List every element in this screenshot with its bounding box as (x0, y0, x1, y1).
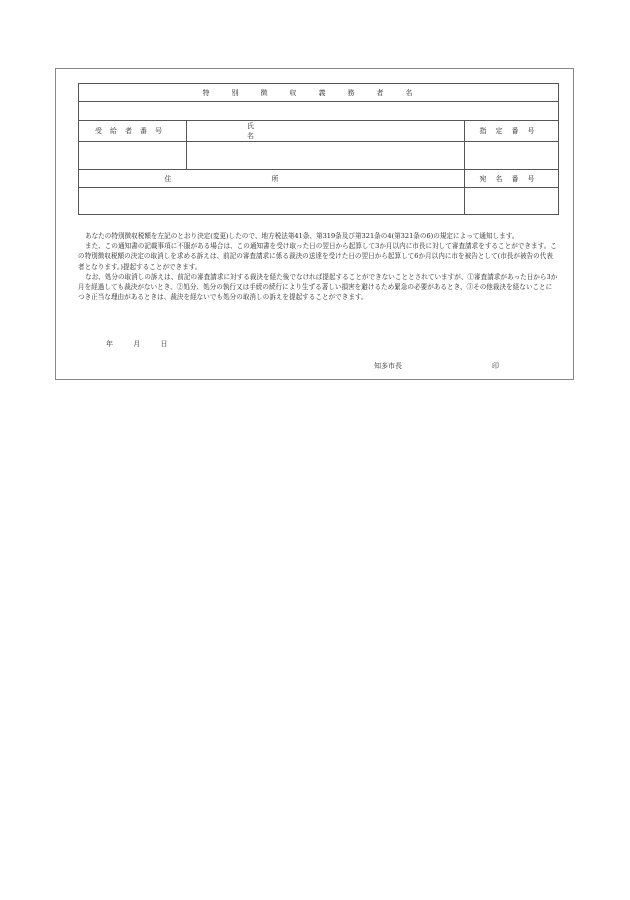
seal-mark: 印 (492, 362, 499, 370)
addressee-no-header: 宛名番号 (465, 170, 559, 188)
address-field (79, 188, 465, 215)
name-field (187, 142, 465, 170)
notice-body (78, 231, 558, 302)
name-header: 氏名 (187, 121, 465, 142)
address-header: 住所 (79, 170, 465, 188)
notice-frame (55, 68, 574, 380)
notice-paragraph-2: また、この通知書の記載事項に不服がある場合は、この通知書を受け取った日の翌日から起算して3か月以内に市長に対して審査請求をすることができます。この特別徴収税額の決定の取消しを求める訴えは、前記の審査請求に係る裁決の送達を受けた日の翌日から起算して6か月以内に市を被告として(市長が被告の代表者となります。)提起することができます。 (78, 242, 557, 271)
recipient-no-header: 受給者番号 (79, 121, 187, 142)
recipient-no-field (79, 142, 187, 170)
notice-paragraph-1: あなたの特別徴収税額を左記のとおり決定(変更)したので、地方税法第41条、第319条及び第321条の4(第321条の6)の規定によって通知します。 (85, 232, 519, 240)
designated-no-field (465, 142, 559, 170)
form-table (78, 83, 559, 215)
notice-paragraph-3: なお、処分の取消しの訴えは、前記の審査請求に対する裁決を経た後でなければ提起することができないこととされていますが、①審査請求があった日から3か月を経過しても裁決がないとき、②処分、処分の執行又は手続の続行により生ずる著しい損害を避けるため緊急の必要があるとき、③その他裁決を経ないことにつき正当な理由があるときは、裁決を経ないでも処分の取消しの訴えを提起することができます。 (78, 272, 558, 302)
addressee-no-field (465, 188, 559, 215)
date-line: 年 月 日 (106, 340, 170, 348)
form-title: 特別徴収義務者名 (202, 88, 435, 97)
mayor-title: 知多市長 (374, 362, 402, 370)
designated-no-header: 指定番号 (465, 121, 559, 142)
withholder-name-field (79, 102, 559, 121)
title-cell (79, 84, 559, 102)
